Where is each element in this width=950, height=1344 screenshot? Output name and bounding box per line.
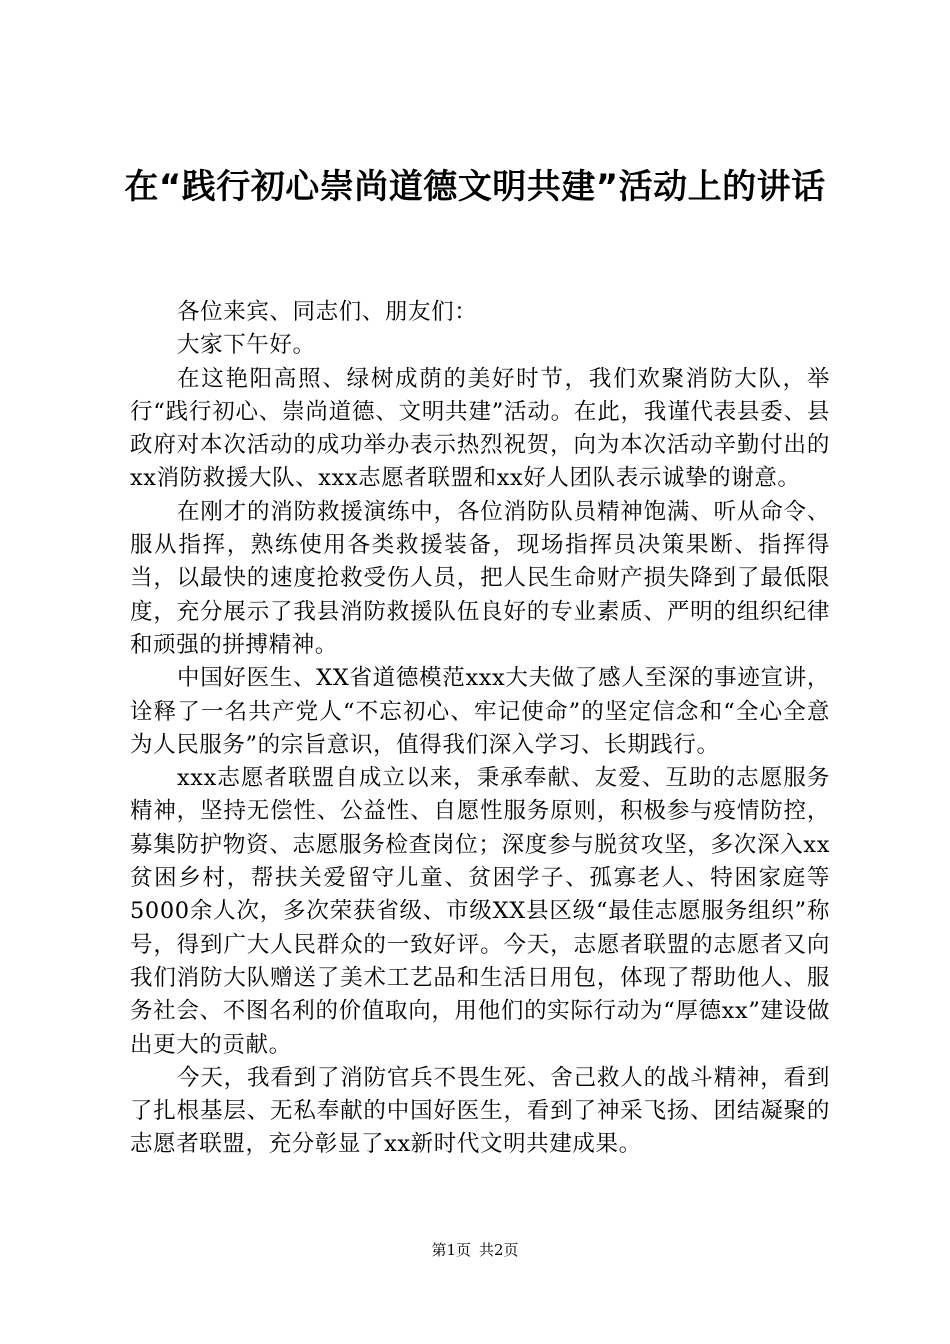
paragraph: 大家下午好。 (177, 332, 316, 359)
paragraph: 在这艳阳高照、绿树成荫的美好时节，我们欢聚消防大队，举行“践行初心、崇尚道德、文明共建”活动。在此，我谨代表县委、县政府对本次活动的成功举办表示热烈祝贺，向为本次活动辛勤付出的xx消防救援大队、xxx志愿者联盟和xx好人团队表示诚挚的谢意。 (130, 365, 830, 492)
document-title: 在“践行初心崇尚道德文明共建”活动上的讲话 (124, 167, 826, 207)
paragraph: xxx志愿者联盟自成立以来，秉承奉献、友爱、互助的志愿服务精神，坚持无偿性、公益性、自愿性服务原则，积极参与疫情防控，募集防护物资、志愿服务检查岗位；深度参与脱贫攻坚，多次深入xx贫困乡村，帮扶关爱留守儿童、贫困学子、孤寡老人、特困家庭等5000余人次，多次荣获省级、市级XX县区级“最佳志愿服务组织”称号，得到广大人民群众的一致好评。今天，志愿者联盟的志愿者又向我们消防大队赠送了美术工艺品和生活日用包，体现了帮助他人、服务社会、不图名利的价值取向，用他们的实际行动为“厚德xx”建设做出更大的贡献。 (130, 765, 830, 1058)
paragraph: 在刚才的消防救援演练中，各位消防队员精神饱满、听从命令、服从指挥，熟练使用各类救援装备，现场指挥员决策果断、指挥得当，以最快的速度抢救受伤人员，把人民生命财产损失降到了最低限度，充分展示了我县消防救援队伍良好的专业素质、严明的组织纪律和顽强的拼搏精神。 (130, 498, 830, 658)
page-footer (0, 1240, 950, 1260)
paragraph: 各位来宾、同志们、朋友们： (177, 299, 478, 325)
paragraph: 中国好医生、XX省道德模范xxx大夫做了感人至深的事迹宣讲，诠释了一名共产党人“不忘初心、牢记使命”的坚定信念和“全心全意为人民服务”的宗旨意识，值得我们深入学习、长期践行。 (130, 665, 830, 758)
page-number: 第1页 (431, 1241, 471, 1259)
document-body (130, 296, 830, 1162)
paragraph: 今天，我看到了消防官兵不畏生死、舍己救人的战斗精神，看到了扎根基层、无私奉献的中国好医生，看到了神采飞扬、团结凝聚的志愿者联盟，充分彰显了xx新时代文明共建成果。 (130, 1064, 830, 1158)
page-total: 共2页 (479, 1241, 519, 1259)
